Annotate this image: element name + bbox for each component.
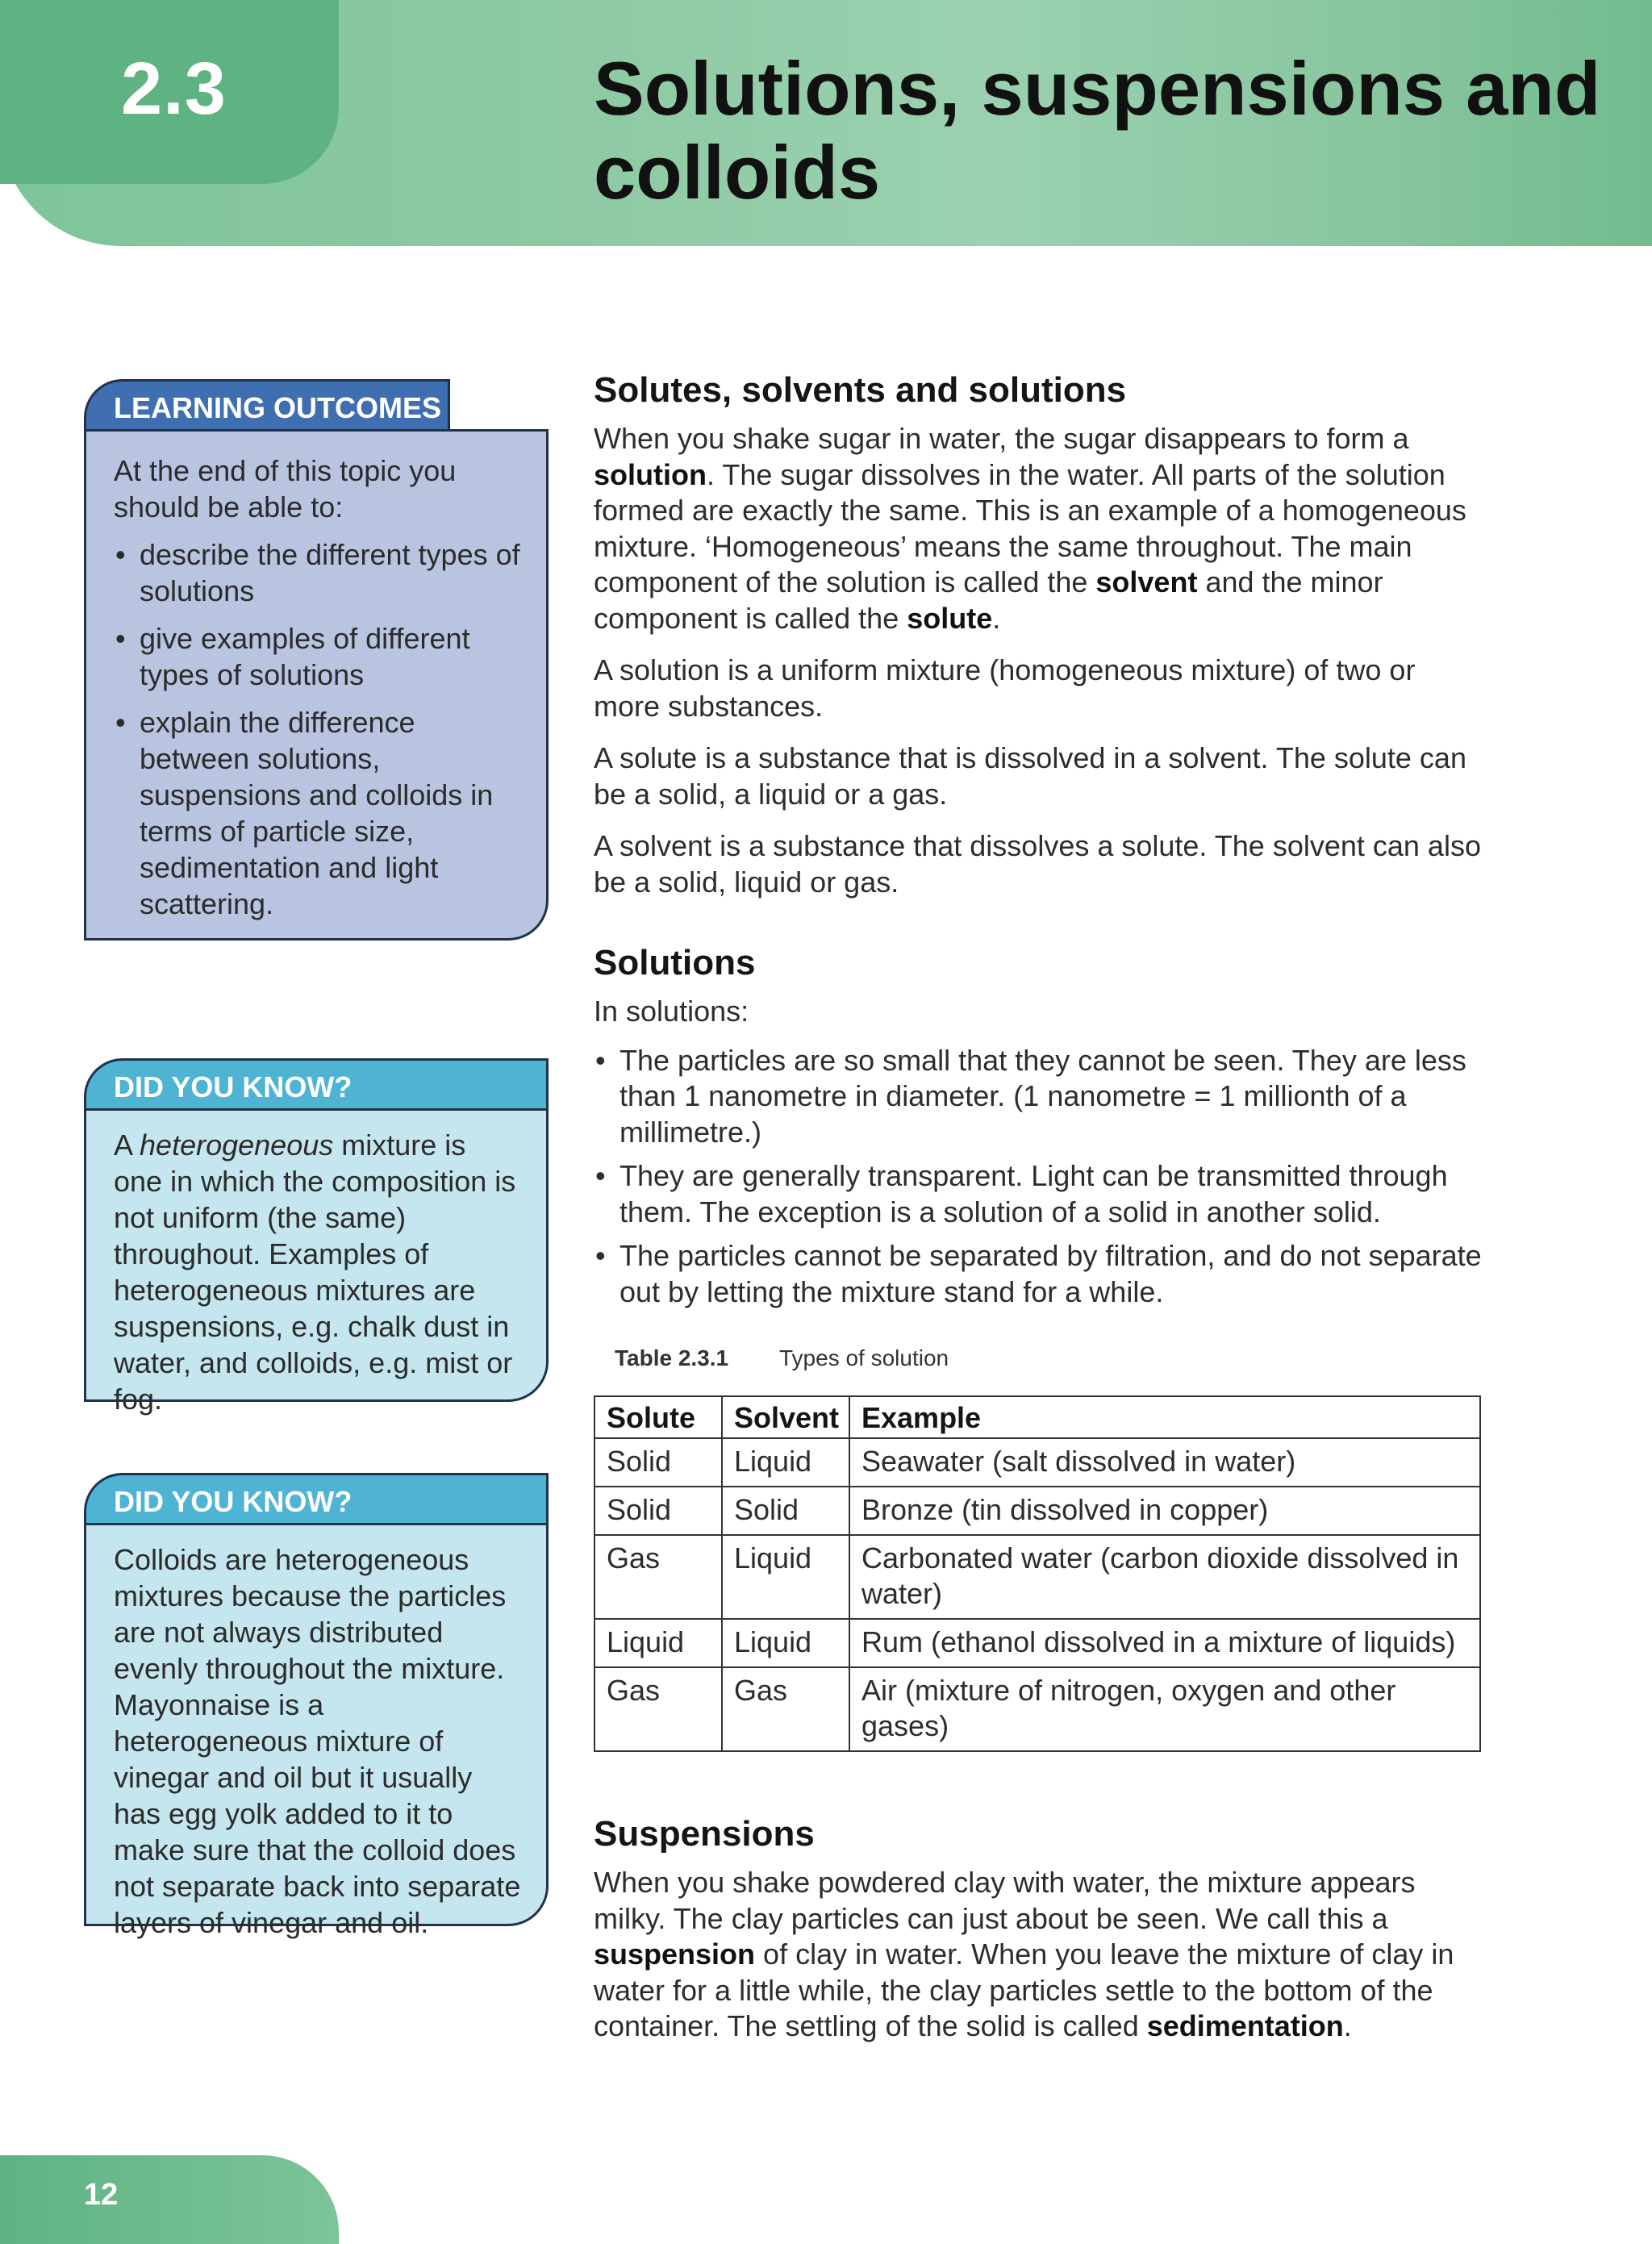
learning-outcome-item: • explain the difference between solutions, suspensions and colloids in terms of particle size, sedimentation and light scattering. <box>114 704 522 922</box>
table-cell: Carbonated water (carbon dioxide dissolved in water) <box>849 1535 1480 1619</box>
learning-outcomes-body <box>84 429 549 941</box>
main-content <box>594 368 1489 2045</box>
types-of-solution-table <box>594 1395 1481 1752</box>
did-you-know-body <box>84 1108 549 1416</box>
did-you-know-heading: DID YOU KNOW? <box>84 1473 549 1525</box>
table-cell: Solid <box>594 1438 722 1487</box>
paragraph: A solvent is a substance that dissolves a solute. The solvent can also be a solid, liquid or gas. <box>594 829 1481 899</box>
table-cell: Seawater (salt dissolved in water) <box>849 1438 1480 1487</box>
table-cell: Liquid <box>594 1619 722 1667</box>
paragraph: In solutions: <box>594 995 749 1028</box>
section-heading-suspensions: Suspensions <box>594 1814 815 1854</box>
key-term: solvent <box>1095 565 1198 599</box>
page-number: 12 <box>84 2178 119 2212</box>
did-you-know-box-2 <box>84 1473 549 1939</box>
learning-outcome-item: • give examples of different types of solutions <box>114 620 522 693</box>
column-header: Example <box>849 1396 1480 1438</box>
key-term: sedimentation <box>1146 2009 1344 2042</box>
learning-outcomes-list <box>114 536 522 922</box>
table-cell: Gas <box>722 1667 849 1751</box>
emphasis-term: heterogeneous <box>140 1128 334 1162</box>
learning-outcomes-intro: At the end of this topic you should be able to: <box>114 454 457 523</box>
table-row <box>594 1535 1480 1619</box>
section-heading-solutes: Solutes, solvents and solutions <box>594 370 1127 410</box>
table-caption-text: Types of solution <box>779 1345 949 1370</box>
list-item: • The particles are so small that they cannot be seen. They are less than 1 nanometre in diameter. (1 nanometre = 1 millionth of a millimetre.) <box>594 1043 1489 1151</box>
learning-outcome-item: • describe the different types of solutions <box>114 536 522 609</box>
table-cell: Solid <box>722 1487 849 1535</box>
did-you-know-body <box>84 1523 549 1939</box>
table-cell: Liquid <box>722 1438 849 1487</box>
table-cell: Air (mixture of nitrogen, oxygen and other gases) <box>849 1667 1480 1751</box>
solutions-bullet-list <box>594 1043 1489 1311</box>
learning-outcomes-box <box>84 379 549 941</box>
paragraph: When you shake sugar in water, the sugar disappears to form a solution. The sugar dissolves in the water. All parts of the solution formed are exactly the same. This is an example of a homogeneous mixture. ‘Homogeneous’ means the same throughout. The main component of the solution is called the solvent and the minor component is called the solute. <box>594 422 1466 635</box>
column-header: Solvent <box>722 1396 849 1438</box>
table-cell: Liquid <box>722 1535 849 1619</box>
table-caption-label: Table 2.3.1 <box>615 1345 729 1370</box>
paragraph: A solute is a substance that is dissolved in a solvent. The solute can be a solid, a liquid or a gas. <box>594 741 1466 811</box>
did-you-know-heading: DID YOU KNOW? <box>84 1058 549 1110</box>
table-row <box>594 1438 1480 1487</box>
table-cell: Liquid <box>722 1619 849 1667</box>
did-you-know-text: A heterogeneous mixture is one in which the composition is not uniform (the same) throughout. Examples of heterogeneous mixtures are suspensions, e.g. chalk dust in water, and colloids, e.g. mist or fog. <box>114 1128 516 1416</box>
table-row <box>594 1619 1480 1667</box>
table-caption <box>594 1344 1489 1373</box>
section-number: 2.3 <box>121 48 227 130</box>
key-term: solution <box>594 457 707 491</box>
list-item: • The particles cannot be separated by filtration, and do not separate out by letting the mixture stand for a while. <box>594 1238 1489 1310</box>
table-cell: Solid <box>594 1487 722 1535</box>
table-row <box>594 1487 1480 1535</box>
key-term: solute <box>907 601 993 635</box>
paragraph: When you shake powdered clay with water, the mixture appears milky. The clay particles can just about be seen. We call this a suspension of clay in water. When you leave the mixture of clay in water for a little while, the clay particles settle to the bottom of the container. The settling of the solid is called sedimentation. <box>594 1866 1454 2042</box>
did-you-know-box-1 <box>84 1058 549 1416</box>
paragraph: A solution is a uniform mixture (homogeneous mixture) of two or more substances. <box>594 653 1416 723</box>
list-item: • They are generally transparent. Light can be transmitted through them. The exception is a solution of a solid in another solid. <box>594 1158 1489 1230</box>
page-number-tab <box>0 2155 339 2244</box>
table-row <box>594 1667 1480 1751</box>
table-cell: Gas <box>594 1667 722 1751</box>
did-you-know-text: Colloids are heterogeneous mixtures because the particles are not always distributed evenly throughout the mixture. Mayonnaise is a heterogeneous mixture of vinegar and oil but it usually has egg yolk added to it to make sure that the colloid does not separate back into separate layers of vinegar and oil. <box>114 1543 521 1939</box>
key-term: suspension <box>594 1937 756 1971</box>
column-header: Solute <box>594 1396 722 1438</box>
section-heading-solutions: Solutions <box>594 943 756 982</box>
learning-outcomes-heading: LEARNING OUTCOMES <box>84 379 450 431</box>
table-header-row <box>594 1396 1480 1438</box>
table-cell: Bronze (tin dissolved in copper) <box>849 1487 1480 1535</box>
page-title: Solutions, suspensions and colloids <box>594 46 1601 215</box>
table-cell: Rum (ethanol dissolved in a mixture of liquids) <box>849 1619 1480 1667</box>
table-cell: Gas <box>594 1535 722 1619</box>
